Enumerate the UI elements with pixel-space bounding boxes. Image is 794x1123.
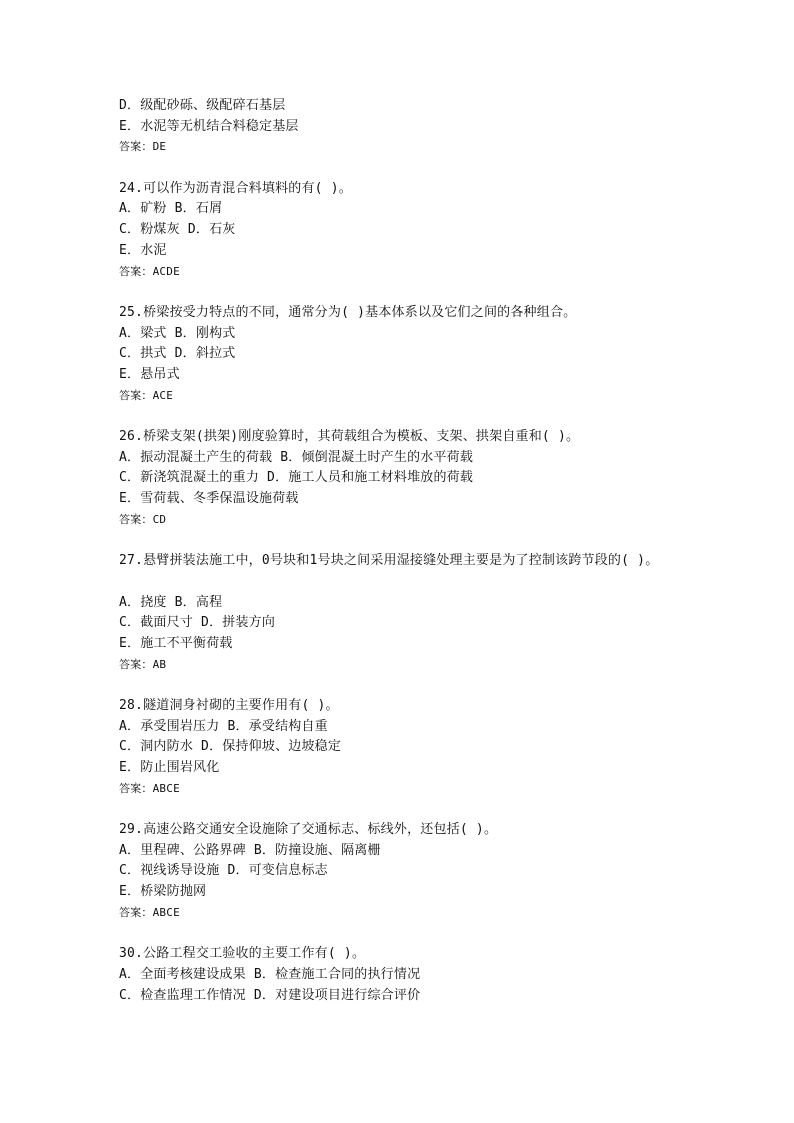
option-line: C．视线诱导设施 D．可变信息标志 [119, 863, 328, 879]
question-text: 29.高速公路交通安全设施除了交通标志、标线外，还包括( )。 [119, 822, 498, 838]
answer-line: 答案：ACE [119, 388, 174, 402]
block-spacer [119, 799, 759, 820]
option-line: D．级配砂砾、级配碎石基层 [119, 98, 286, 113]
option-line: A．里程碑、公路界碑 B．防撞设施、隔离栅 [119, 842, 381, 858]
option-line: A．梁式 B．刚构式 [119, 325, 236, 341]
block-spacer [119, 406, 759, 427]
option-line: E．水泥 [119, 242, 167, 258]
block-spacer [119, 530, 759, 551]
option-line: C．拱式 D．斜拉式 [119, 346, 236, 362]
question-list [119, 96, 759, 1006]
question-block [119, 427, 759, 530]
question-text: 24.可以作为沥青混合料填料的有( )。 [119, 180, 352, 196]
answer-line: 答案：DE [119, 140, 167, 154]
block-spacer [119, 158, 759, 179]
option-line: E．桥梁防抛网 [119, 884, 207, 900]
option-line: E．雪荷载、冬季保温设施荷载 [119, 491, 299, 507]
option-line: E．施工不平衡荷载 [119, 635, 233, 651]
answer-line: 答案：ACDE [119, 264, 180, 278]
option-line: E．水泥等无机结合料稳定基层 [119, 118, 299, 134]
question-text: 26.桥梁支架(拱架)刚度验算时，其荷载组合为模板、支架、拱架自重和( )。 [119, 429, 580, 444]
answer-line: 答案：CD [119, 512, 167, 526]
option-line: A．挠度 B．高程 [119, 594, 223, 610]
question-block [119, 944, 759, 1006]
answer-line: 答案：ABCE [119, 781, 180, 795]
option-line: C．检查监理工作情况 D．对建设项目进行综合评价 [119, 987, 421, 1003]
block-spacer [119, 924, 759, 945]
question-block [119, 820, 759, 923]
option-line: A．振动混凝土产生的荷载 B．倾倒混凝土时产生的水平荷载 [119, 449, 474, 465]
question-block [119, 303, 759, 406]
blank-line [119, 572, 759, 593]
question-block [119, 179, 759, 282]
block-spacer [119, 675, 759, 696]
option-line: A．矿粉 B．石屑 [119, 201, 223, 217]
option-line: C．洞内防水 D．保持仰坡、边坡稳定 [119, 739, 342, 755]
option-line: C．截面尺寸 D．拼装方向 [119, 615, 276, 631]
answer-line: 答案：AB [119, 657, 167, 671]
question-text: 25.桥梁按受力特点的不同，通常分为( )基本体系以及它们之间的各种组合。 [119, 304, 577, 320]
question-block [119, 696, 759, 799]
option-line: A．全面考核建设成果 B．检查施工合同的执行情况 [119, 966, 421, 982]
question-text: 30.公路工程交工验收的主要工作有( )。 [119, 946, 366, 962]
option-line: E．防止围岩风化 [119, 760, 220, 775]
block-spacer [119, 282, 759, 303]
answer-line: 答案：ABCE [119, 905, 180, 919]
question-block [119, 96, 759, 158]
option-line: E．悬吊式 [119, 366, 180, 382]
question-text: 27.悬臂拼装法施工中，0号块和1号块之间采用湿接缝处理主要是为了控制该跨节段的( )。 [119, 553, 659, 569]
option-line: A．承受围岩压力 B．承受结构自重 [119, 718, 328, 734]
question-text: 28.隧道洞身衬砌的主要作用有( )。 [119, 697, 339, 713]
question-block [119, 551, 759, 675]
option-line: C．粉煤灰 D．石灰 [119, 222, 236, 238]
option-line: C．新浇筑混凝土的重力 D．施工人员和施工材料堆放的荷载 [119, 470, 474, 486]
